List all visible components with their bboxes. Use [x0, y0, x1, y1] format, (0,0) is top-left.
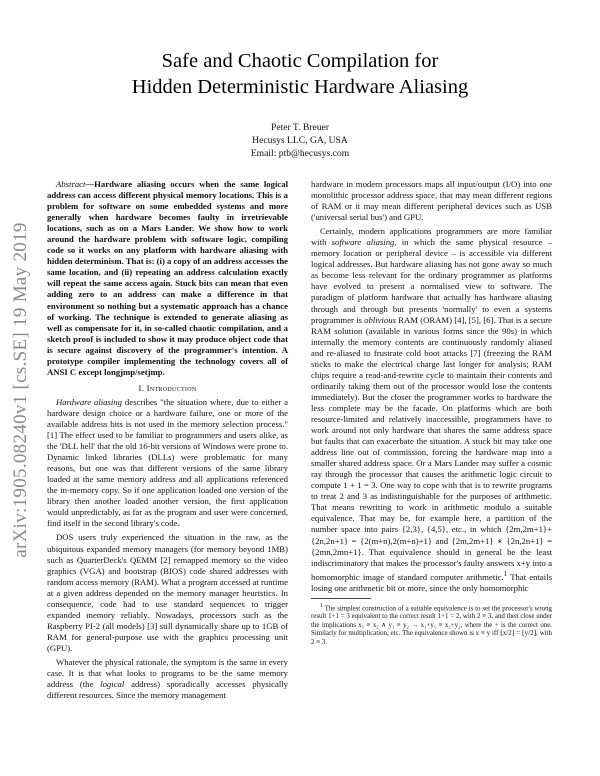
footnote-divider: [311, 598, 371, 599]
paper-title: [0, 48, 600, 100]
intro-paragraph-2: DOS users truly experienced the situation in the raw, as the ubiquitous expanded memory managers (for memory beyond 1MB) such as QuarterDeck's QEMM [2] remapped memory so the video graphics (VGA) and bootstrap (BIOS) code shared addresses with random access memory (RAM). What a program accessed at runtime at a given address depended on the memory manager heuristics. In consequence, code had to use standard sequences to trigger expanded memory reliably. Nowadays, processors such as the Raspberry PI-2 (all models) [3] still dynamically share up to 1GB of RAM for general-purpose use with the graphics processing unit (GPU).: [47, 532, 288, 653]
intro-paragraph-1: [47, 397, 288, 530]
left-column: [47, 179, 288, 704]
abstract-label: Abstract: [56, 179, 86, 189]
author-name: Peter T. Breuer: [271, 122, 329, 133]
right-paragraph-2-part-1: Certainly, modern applications programmers are more familiar with: [311, 226, 552, 248]
intro-paragraph-3: [47, 657, 288, 701]
arxiv-stamp-text: arXiv:1905.08240v1 [cs.SE] 19 May 2019: [10, 222, 31, 558]
right-column: [311, 179, 552, 650]
right-paragraph-1: hardware in modern processors maps all input/output (I/O) into one monolithic processor address space, that may mean different regions of RAM or it may mean different peripheral devices such as USB ('universal serial bus') and GPU.: [311, 179, 552, 223]
right-paragraph-2-part-3: RAM (ORAM) [4], [5], [6]. That is a secure RAM solution (available in various forms since the 90s) in which internally the memory contents are continuously randomly aliased and re-aliased to frustrate cold boot attacks [7] (freezing the RAM sticks to make the electrical charge last longer for analysis; RAM chips require a read-and-rewrite cycle to maintain their contents and ordinarily taking them out of the processor would lose the contents immediately). But the closer the programmer works to hardware the less complete may be the facade. On platforms which are both resource-limited and relatively inaccessible, programmers have to work around not only hardware that shares the same address space but faults that can exacerbate the situation. A stuck bit may take one address line out of commission, forcing the hardware map into a smaller shared address space. Or a Mars Lander may suffer a cosmic ray through the processor that causes the arithmetic logic circuit to compute 1 + 1 = 3. One way to cope with that is to rewrite programs to treat 2 and 3 as indistinguishable for the purposes of arithmetic. That means rewriting to work in arithmetic modulo a suitable equivalence. That may be, for example here, a partition of the number space into pairs {2,3}, {4,5}, etc., in which {2m,2m+1}+{2n,2n+1} = {2(m+n),2(m+n)+1} and {2m,2m+1} ∗ {2n,2n+1} = {2mn,2mn+1}. That equivalence should in general be the least indiscriminatory that makes the processor's faulty answers x+y into a homomorphic image of standard computer arithmetic.: [311, 314, 552, 582]
abstract: [47, 179, 288, 378]
arxiv-stamp: [6, 190, 36, 590]
title-line-1: Safe and Chaotic Compilation for: [161, 50, 439, 72]
right-paragraph-2-part-4: That entails losing one arithmetic bit or more, since the only homomorphic: [311, 571, 552, 593]
abstract-dash: —: [85, 179, 95, 189]
footnote: [311, 602, 552, 647]
right-paragraph-2-part-2: , in which the same physical resource – memory location or peripheral device – is accessible via different logical addresses. But hardware aliasing has not gone away so much as become less relevant for the ordinary programmer as platforms have evolved to present a normalised view to software. The paradigm of platform hardware that actually has hardware aliasing through and through but presents 'normally' to even a systems programmer is: [311, 237, 552, 325]
right-paragraph-2-italic-2: oblivious: [364, 314, 396, 325]
section-title: Introduction: [146, 382, 197, 393]
author-email: Email: ptb@hecusys.com: [250, 148, 350, 159]
intro-paragraph-1-lead: Hardware aliasing: [56, 396, 122, 407]
author-affiliation: Hecusys LLC, GA, USA: [252, 135, 348, 146]
section-number: I.: [138, 382, 145, 393]
author-block: [0, 121, 600, 160]
title-line-2: Hidden Deterministic Hardware Aliasing: [131, 76, 469, 98]
footnote-text: The simplest construction of a suitable equivalence is to set the processor's wrong result 1+1 = 3 equivalent to the correct result 1+1 = 2, with 2 ≡ 3, and then close under the implications x₁ ≡ x₂ ∧ y₁ ≡ y₂ → x₁+y₁ ≡ x₂+y₂, where the + is the correct one. Similarly for multiplication, etc. The equivalence shown is x ≡ y iff ⌊x/2⌋ = ⌊y/2⌋, with 2 ≡ 3.: [311, 604, 553, 646]
right-paragraph-2-italic-1: software aliasing: [331, 237, 395, 248]
section-heading-introduction: [47, 383, 288, 394]
intro-paragraph-3-part-2: address) sporadically accesses physically different resources. Since the memory management: [47, 679, 288, 701]
intro-paragraph-3-part-1: Whatever the physical rationale, the symptom is the same in every case. It is that what looks to programs to be the same memory address (the: [47, 656, 288, 690]
right-paragraph-2: [311, 226, 552, 593]
footnote-mark: 1: [320, 602, 323, 609]
footnote-reference[interactable]: 1: [503, 569, 508, 578]
intro-paragraph-1-text: describes "the situation where, due to either a hardware design choice or a hardware failure, one or more of the available address bits is not used in the memory selection process." [1] The effect used to be familiar to programmers and users alike, as the 'DLL hell' that the old 16-bit versions of Windows were prone to. Dynamic linked libraries (DLLs) were problematic for many reasons, but one was that different versions of the same library loaded at the same memory address and all applications referenced the in-memory copy. So if one application loaded one version of the library then another loaded another version, the first application would unpredictably, as far as the program and user were concerned, find itself in the second library's code.: [47, 396, 288, 529]
intro-paragraph-3-italic: logical: [100, 679, 125, 690]
abstract-text: Hardware aliasing occurs when the same logical address can access different physical memory locations. This is a problem for software on some embedded systems and more generally when hardware becomes faulty in irretrievable locations, such as on a Mars Lander. We show how to work around the hardware problem with software logic, compiling code so it works on any platform with hardware aliasing with hidden determinism. That is: (i) a copy of an address accesses the same location, and (ii) repeating an address calculation exactly will repeat the same access again. Stuck bits can mean that even adding zero to an address can make a difference in that environment so nothing but a systematic approach has a chance of working. The technique is extended to generate aliasing as well as compensate for it, in so-called chaotic compilation, and a sketch proof is included to show it may produce object code that is secure against discovery of the programmer's intention. A prototype compiler implementing the technology covers all of ANSI C except longjmp/setjmp.: [47, 179, 289, 377]
